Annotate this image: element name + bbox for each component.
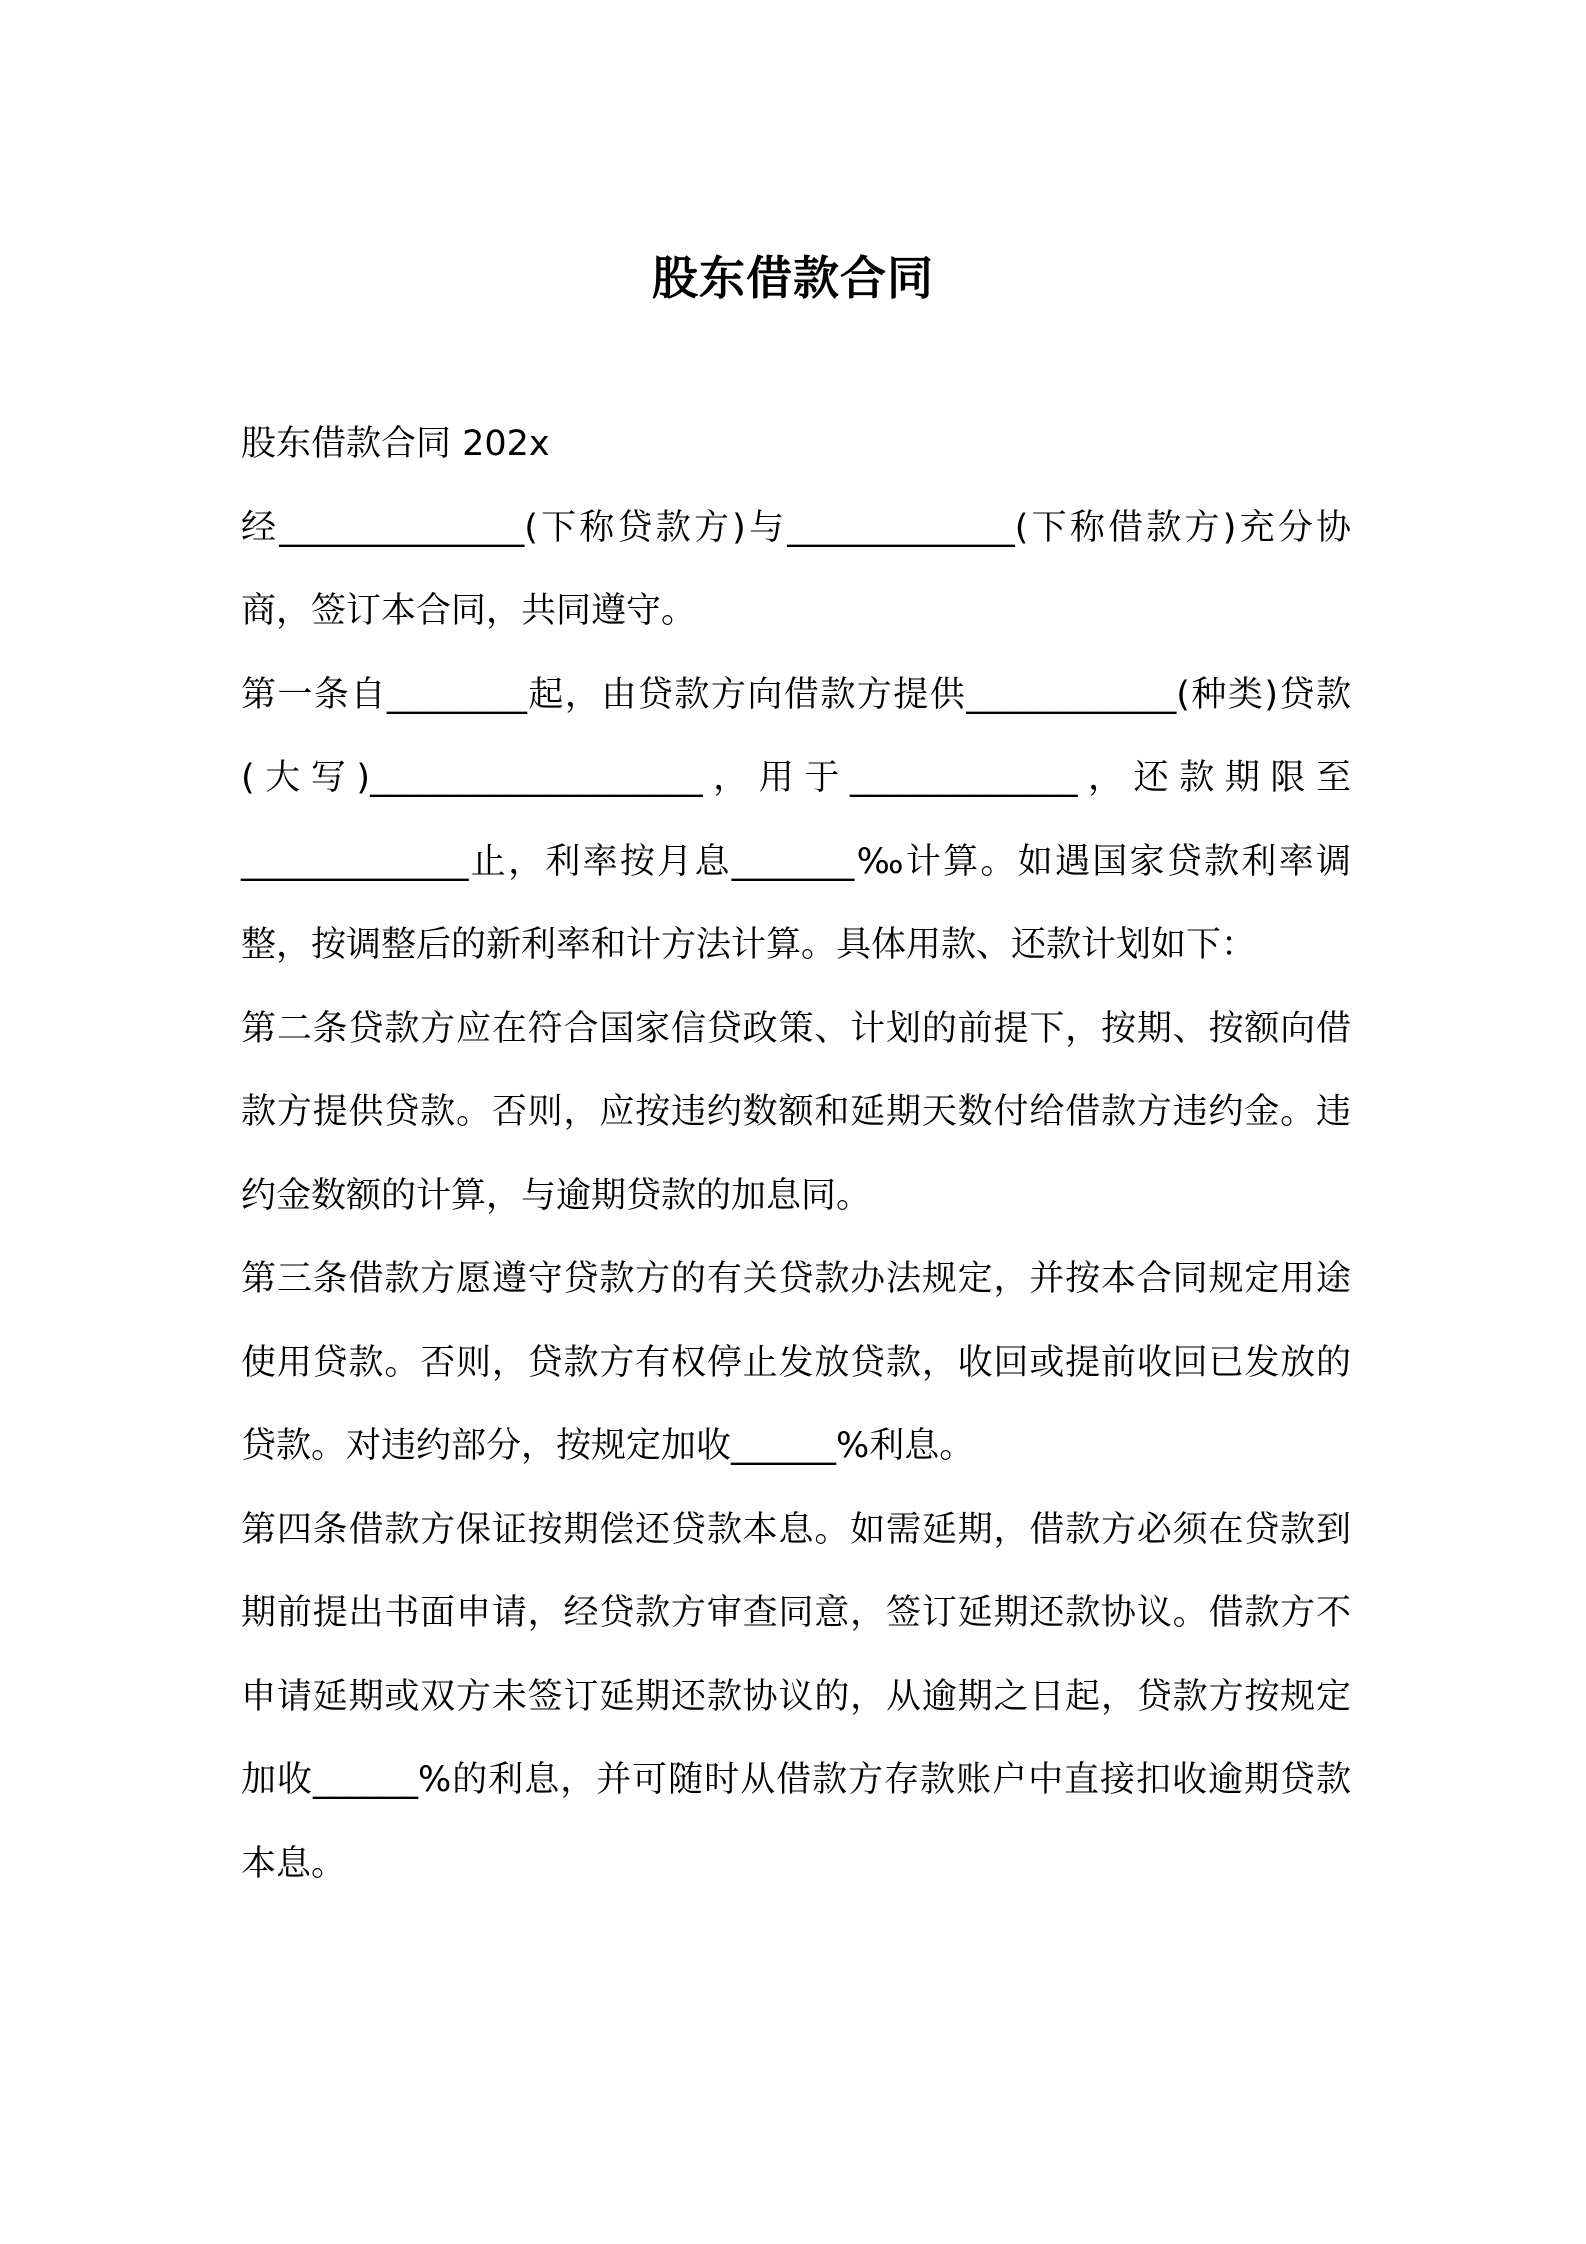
paragraph-article-1: 第一条自________起，由贷款方向借款方提供____________(种类)贷款(大写)___________________，用于_____________，还款期限至_____________止，利率按月息_______‰计算。如遇国家贷款利率调整，按调整后的新利率和计方法计算。具体用款、还款计划如下：	[241, 674, 1351, 965]
document-body	[241, 403, 1351, 1906]
document-title: 股东借款合同	[652, 250, 934, 305]
paragraph-article-3: 第三条借款方愿遵守贷款方的有关贷款办法规定，并按本合同规定用途使用贷款。否则，贷款方有权停止发放贷款，收回或提前收回已发放的贷款。对违约部分，按规定加收______%利息。	[241, 1259, 1351, 1466]
paragraph-heading: 股东借款合同 202x	[241, 424, 550, 464]
paragraph-article-2: 第二条贷款方应在符合国家信贷政策、计划的前提下，按期、按额向借款方提供贷款。否则，应按违约数额和延期天数付给借款方违约金。违约金数额的计算，与逾期贷款的加息同。	[241, 1008, 1351, 1216]
paragraph-article-4: 第四条借款方保证按期偿还贷款本息。如需延期，借款方必须在贷款到期前提出书面申请，经贷款方审查同意，签订延期还款协议。借款方不申请延期或双方未签订延期还款协议的，从逾期之日起，贷款方按规定加收______%的利息，并可随时从借款方存款账户中直接扣收逾期贷款本息。	[241, 1509, 1351, 1884]
paragraph-parties: 经______________(下称贷款方)与_____________(下称借款方)充分协商，签订本合同，共同遵守。	[241, 507, 1351, 631]
